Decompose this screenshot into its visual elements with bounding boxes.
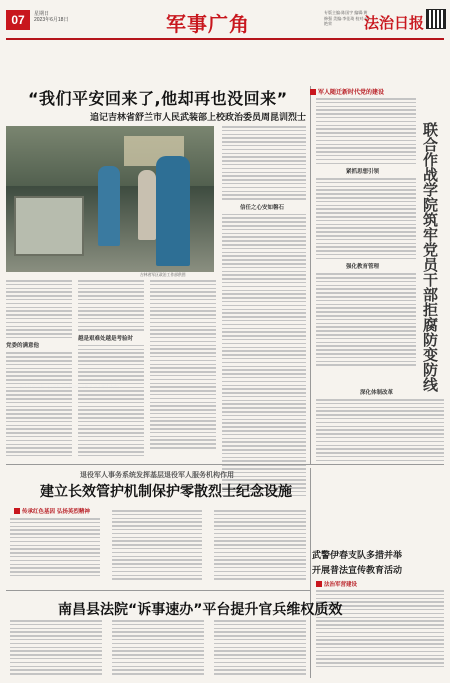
article-column-1	[6, 280, 72, 459]
newspaper-logo: 法治日报	[364, 14, 425, 32]
section-divider	[6, 464, 444, 465]
article-subheading: 信任之心安如磐石	[240, 204, 285, 211]
middle-column-2	[112, 510, 202, 582]
right-article-body-2	[316, 388, 444, 464]
right-bottom-tag: 法治军营建设	[316, 580, 357, 588]
editor-credits: 专版主编:陈国宇 编辑:黄修强 美编:李佳琦 校对:高艳荣	[324, 10, 369, 26]
right-subheading: 紧抓思想引领	[346, 169, 380, 176]
qr-code-icon	[426, 9, 446, 29]
article-column-4	[222, 126, 306, 498]
column-divider	[310, 86, 311, 464]
middle-title: 建立长效管护机制保护零散烈士纪念设施	[40, 484, 292, 500]
bottom-headline: 南昌县法院“诉事速办”平台提升官兵维权质效	[58, 602, 343, 618]
issue-date: 星期日 2023年6月18日	[34, 11, 69, 23]
right-bottom-headline: 武警伊春支队多措并举 开展普法宣传教育活动	[312, 551, 403, 576]
section-divider	[6, 590, 310, 591]
middle-subtitle: 退役军人事务系统发挥基层退役军人服务机构作用	[80, 471, 234, 479]
article-subheading: 越是艰难处越是考验时	[78, 335, 134, 342]
section-title: 军事广角	[166, 12, 250, 36]
bottom-column-1	[10, 620, 102, 677]
middle-column-1	[10, 518, 100, 579]
middle-tag: 传承红色基因 弘扬英烈精神	[14, 507, 90, 515]
main-subhead: 追记吉林省舒兰市人民武装部上校政治委员周昆训烈士	[90, 113, 307, 123]
right-article-title: 联合作战学院筑牢党员干部拒腐防变防线	[421, 122, 439, 392]
main-headline: “我们平安回来了,他却再也没回来”	[28, 89, 288, 108]
photo-credit: 吉林省军区政治工作部供图	[140, 273, 186, 277]
middle-column-3	[214, 510, 306, 582]
column-divider	[310, 468, 311, 678]
article-subheading: 党委的满意他	[6, 343, 40, 350]
bottom-column-3	[214, 620, 306, 677]
right-subheading: 强化教育管理	[346, 264, 380, 271]
page-number: 07	[6, 10, 30, 30]
bottom-column-2	[112, 620, 204, 677]
article-column-3	[150, 280, 216, 451]
article-photo	[6, 126, 214, 272]
page-header	[6, 6, 444, 40]
right-subheading: 深化体制改革	[360, 390, 394, 396]
right-article-body	[316, 98, 416, 368]
right-section-tag: 军人随迁新时代党的建设	[310, 87, 384, 96]
article-column-2	[78, 280, 144, 459]
